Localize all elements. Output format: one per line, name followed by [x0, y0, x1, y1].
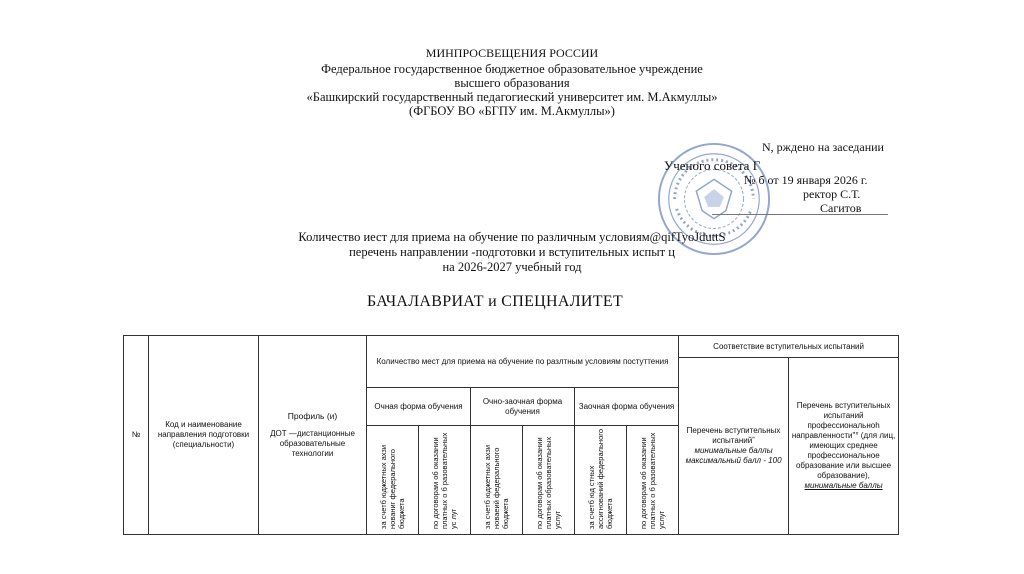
form-mixed: Очно-заочная форма обучения: [471, 388, 575, 426]
org-name-line4: (ФГБОУ ВО «БГПУ им. М.Акмуллы»): [409, 104, 615, 118]
col-code-header: Код и наименование направления подготовки (специальности): [149, 336, 259, 535]
approval-line1: N, рждено на заседании: [762, 140, 884, 154]
approval-line4: ректор С.Т.: [803, 187, 861, 201]
col-profile-title: Профиль (и): [287, 411, 338, 421]
exam-prof-title: Перечень вступительных испытаний профессиональноh направленности"° (для лиц, имеющих среднее профессиональное образование или высшее образование),: [791, 401, 896, 481]
admission-table: [123, 335, 899, 535]
doc-title-line1: Количество иест для приема на обучение по различным условиям@qifTyoJduttS: [298, 230, 726, 244]
section-heading: БАЧАЛАВРИАТ и СПЕЦНАЛИТЕТ: [367, 293, 623, 310]
org-name-line3: «Башкирский государственный педагогиеский университет им. М.Акмуллы»: [306, 90, 718, 104]
approval-line5: Сагитов: [820, 201, 862, 215]
org-name-line2: высшего образования: [454, 76, 570, 90]
signature-line: [712, 214, 888, 215]
col-exams-header: Соответствие вступительных испытаний: [679, 336, 899, 358]
doc-title-line2: перечень направлении -подготовки и вступительных испыт ц: [349, 245, 675, 259]
exam-list-note: минимальные баллы максимальный балл - 100: [685, 446, 782, 466]
ministry-name: МИНПРОСВЕЩЕНИЯ РОССИИ: [425, 46, 599, 60]
col-profile-note: ДОТ —дистанционные образовательные технологии: [270, 429, 355, 458]
sub-full-paid: по договорам об оказании платных о б разовательных ус луг: [419, 426, 471, 535]
col-profile-header: [259, 336, 367, 535]
org-name-line1: Федеральное государственное бюджетное образовательное учреждение: [321, 62, 703, 76]
approval-line3: № б от 19 января 2026 г.: [744, 173, 868, 187]
exam-prof-note: минимальные баллы: [804, 481, 883, 491]
exam-prof-cell: [789, 358, 899, 535]
form-full-time: Очная форма обучения: [367, 388, 471, 426]
col-places-header: Количество мест для приема на обучение по разлтным условиям постуттения: [367, 336, 679, 388]
form-part-time: Заочная форма обучения: [575, 388, 679, 426]
exam-list-title: Перечень вступительных испытанийˮ: [686, 426, 781, 446]
sub-mixed-budget: за счетб юджетных ахзи новаеий федерального бюджета: [471, 426, 523, 535]
doc-title-line3: на 2026-2027 учебный год: [442, 260, 582, 274]
exam-list-cell: [679, 358, 789, 535]
sub-part-paid: по договорам об оказании платных о б разовательных услуг: [627, 426, 679, 535]
sub-full-budget: за счетб юджетных ахзи нованиг федерального бюджета: [367, 426, 419, 535]
col-number-header: №: [124, 336, 149, 535]
approval-line2: Ученого совета Г: [664, 158, 761, 173]
sub-part-budget: за счетб юд стных ассигнований федерального бюджета: [575, 426, 627, 535]
sub-mixed-paid: по договорам об оказании платных образовательных услуг: [523, 426, 575, 535]
